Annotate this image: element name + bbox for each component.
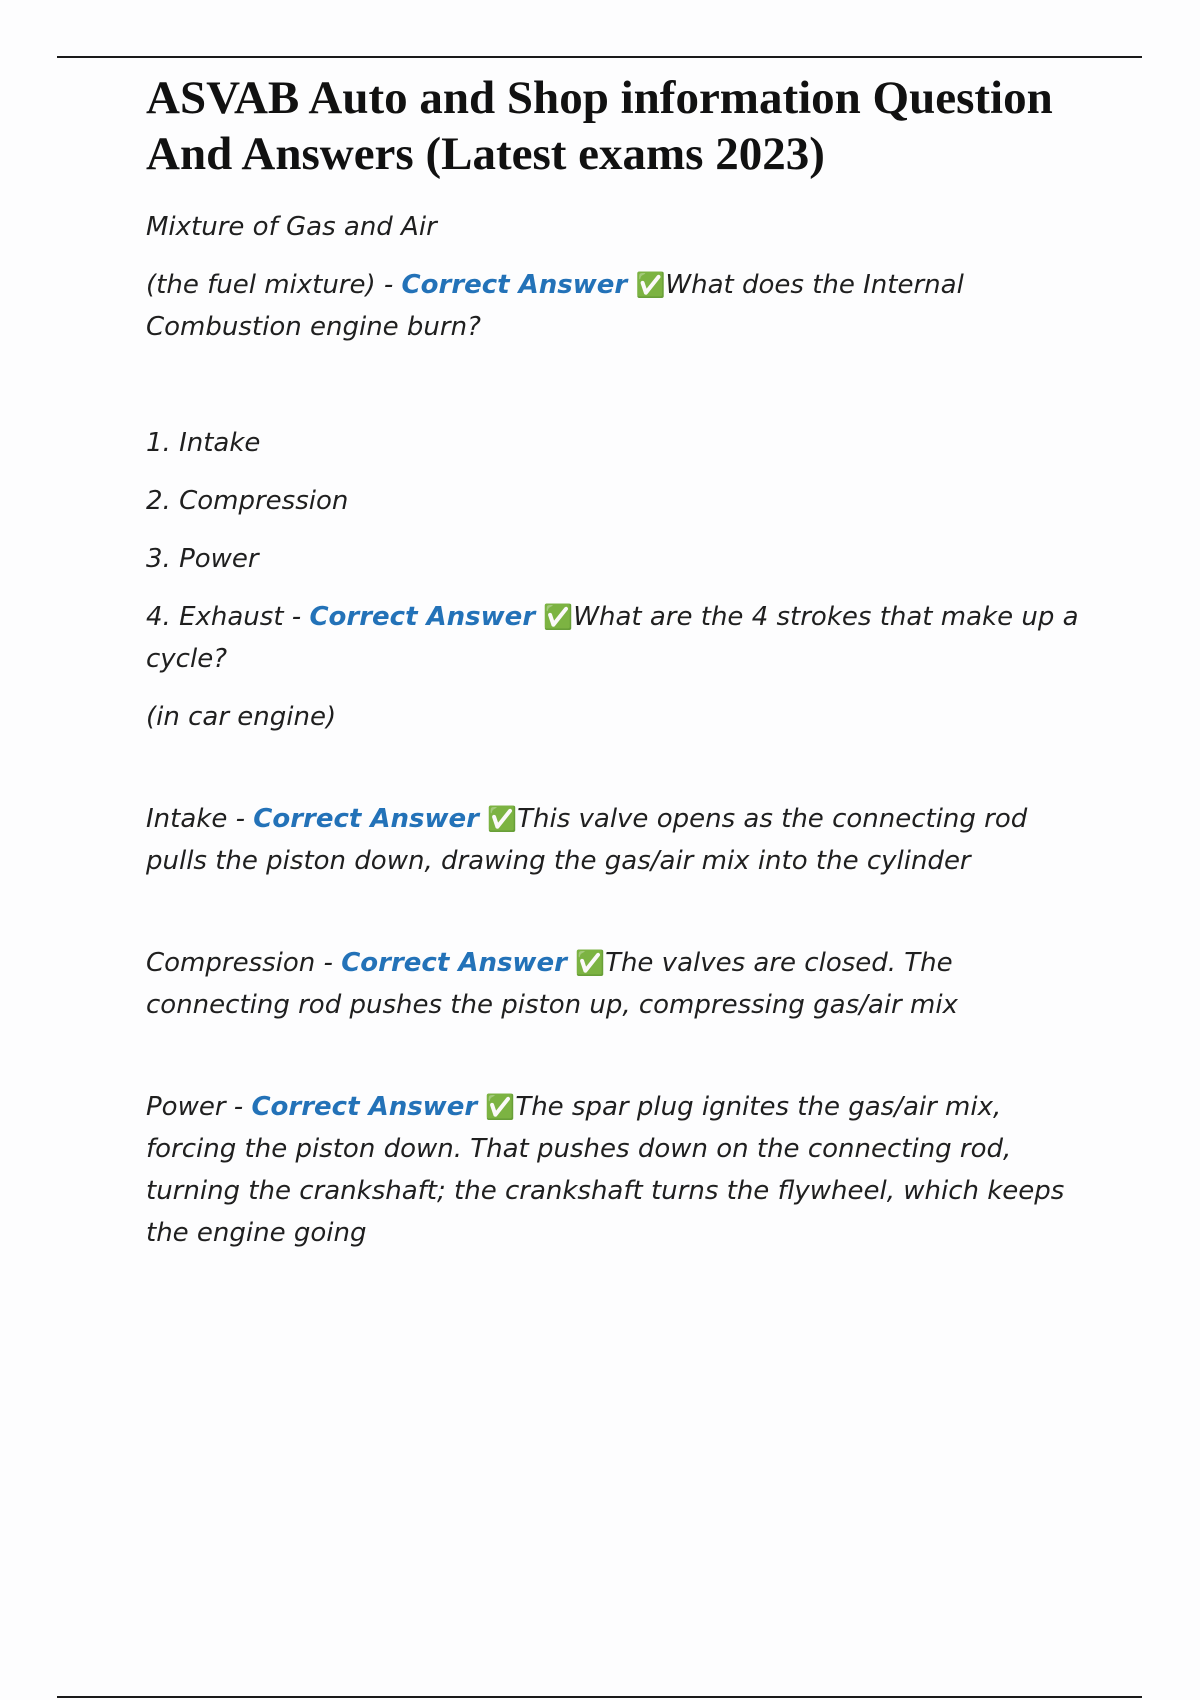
qa-entry (146, 942, 1086, 1026)
correct-answer-label: Correct Answer (251, 1092, 478, 1122)
qa-entry (146, 596, 1086, 680)
check-icon: ✅ (487, 805, 518, 833)
question-text: The valves are closed. The connecting rod pushes the piston up, compressing gas/air mix (146, 948, 958, 1020)
question-text: What are the 4 strokes that make up a cycle? (146, 602, 1079, 674)
document-content (146, 70, 1086, 1254)
qa-entry (146, 1086, 1086, 1254)
question-text: The spar plug ignites the gas/air mix, forcing the piston down. That pushes down on the connecting rod, turning the crankshaft; the crankshaft turns the flywheel, which keeps the engine going (146, 1092, 1065, 1248)
answer-text: Compression - (146, 948, 342, 978)
check-icon: ✅ (543, 603, 574, 631)
qa-entry (146, 264, 1086, 348)
correct-answer-label: Correct Answer (309, 602, 536, 632)
question-text: This valve opens as the connecting rod pulls the piston down, drawing the gas/air mix into the cylinder (146, 804, 1028, 876)
check-icon: ✅ (635, 271, 666, 299)
list-item: 1. Intake (146, 428, 261, 458)
correct-answer-label: Correct Answer (253, 804, 479, 834)
list-item: 3. Power (146, 544, 259, 574)
check-icon: ✅ (485, 1093, 516, 1121)
bottom-divider (57, 1696, 1142, 1698)
document-title: ASVAB Auto and Shop information Question And Answers (Latest exams 2023) (146, 72, 1053, 180)
check-icon: ✅ (575, 949, 606, 977)
list-item: 2. Compression (146, 486, 349, 516)
question-text: What does the Internal Combustion engine burn? (146, 270, 964, 342)
answer-text: Intake - (146, 804, 254, 834)
answer-text: (the fuel mixture) - (146, 270, 402, 300)
correct-answer-label: Correct Answer (341, 948, 567, 978)
answer-text: Power - (146, 1092, 252, 1122)
top-divider (57, 56, 1142, 58)
correct-answer-label: Correct Answer (401, 270, 628, 300)
qa-entry (146, 798, 1086, 882)
answer-text: 4. Exhaust - (146, 602, 310, 632)
question-note: (in car engine) (146, 702, 337, 732)
answer-line: Mixture of Gas and Air (146, 212, 437, 242)
